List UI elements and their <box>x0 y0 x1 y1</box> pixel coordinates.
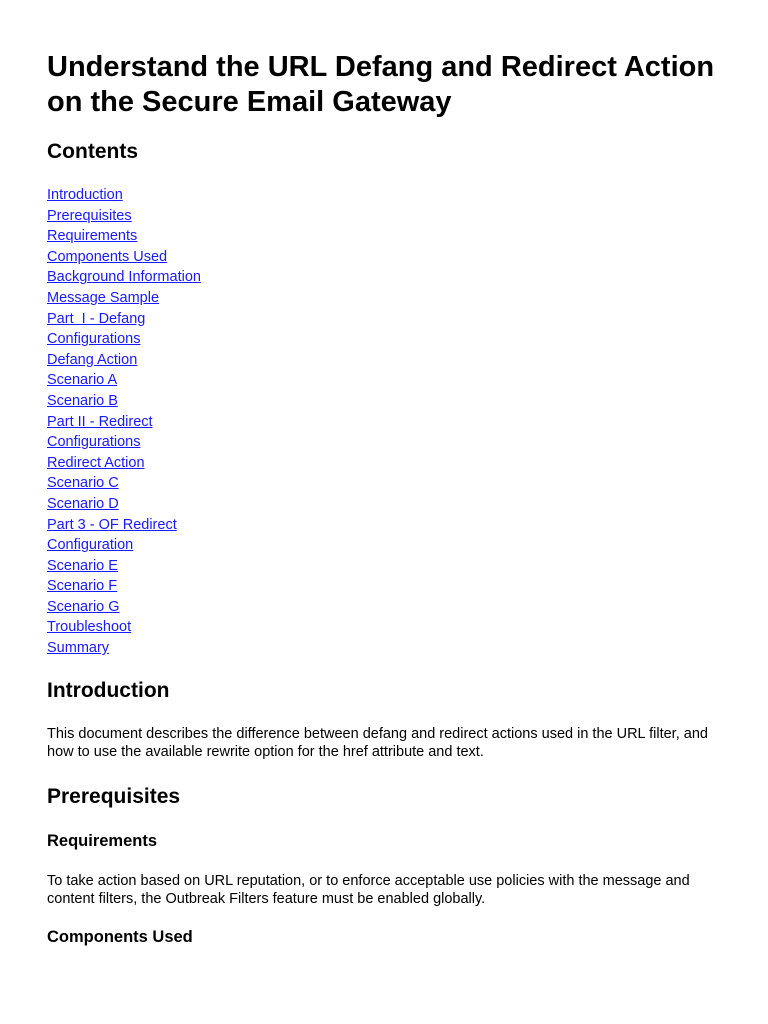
contents-heading: Contents <box>47 140 138 163</box>
page-title: Understand the URL Defang and Redirect Action on the Secure Email Gateway <box>47 51 715 118</box>
toc-link-scenario-b[interactable]: Scenario B <box>47 392 118 409</box>
toc-item <box>47 267 201 288</box>
toc-item <box>47 473 201 494</box>
toc-link-troubleshoot[interactable]: Troubleshoot <box>47 619 132 636</box>
toc-link-introduction[interactable]: Introduction <box>47 187 123 203</box>
toc-link-components-used[interactable]: Components Used <box>47 248 168 265</box>
toc-link-part-3-of-redirect[interactable]: Part 3 - OF Redirect <box>47 516 177 533</box>
toc-item <box>47 370 201 391</box>
table-of-contents <box>47 185 201 659</box>
toc-item <box>47 494 201 515</box>
toc-link-summary[interactable]: Summary <box>47 640 110 657</box>
toc-item <box>47 247 201 268</box>
toc-link-scenario-a[interactable]: Scenario A <box>47 372 118 389</box>
toc-item <box>47 535 201 556</box>
toc-item <box>47 576 201 597</box>
toc-item <box>47 556 201 577</box>
requirements-heading: Requirements <box>47 832 158 850</box>
introduction-heading: Introduction <box>47 679 170 702</box>
toc-link-background-information[interactable]: Background Information <box>47 269 201 286</box>
introduction-paragraph: This document describes the difference between defang and redirect actions used in the URL filter, and how to use the available rewrite option for the href attribute and text. <box>47 726 708 760</box>
toc-item <box>47 412 201 433</box>
toc-link-scenario-e[interactable]: Scenario E <box>47 557 118 574</box>
toc-item <box>47 288 201 309</box>
components-used-heading: Components Used <box>47 928 193 946</box>
toc-item <box>47 329 201 350</box>
toc-link-scenario-g[interactable]: Scenario G <box>47 598 120 615</box>
toc-link-scenario-f[interactable]: Scenario F <box>47 578 118 595</box>
toc-link-scenario-c[interactable]: Scenario C <box>47 475 119 492</box>
toc-link-prerequisites[interactable]: Prerequisites <box>47 207 132 224</box>
toc-link-message-sample[interactable]: Message Sample <box>47 289 160 306</box>
toc-link-redirect-action[interactable]: Redirect Action <box>47 454 145 471</box>
toc-item <box>47 515 201 536</box>
toc-item <box>47 391 201 412</box>
toc-link-configurations-2[interactable]: Configurations <box>47 434 141 451</box>
toc-link-part-2-redirect[interactable]: Part II - Redirect <box>47 413 153 430</box>
toc-item <box>47 309 201 330</box>
toc-item <box>47 638 201 659</box>
toc-link-configurations-1[interactable]: Configurations <box>47 331 141 348</box>
toc-item <box>47 226 201 247</box>
toc-item <box>47 617 201 638</box>
toc-item <box>47 185 201 206</box>
toc-link-part-1-defang[interactable]: Part I - Defang <box>47 310 146 327</box>
toc-item <box>47 453 201 474</box>
toc-link-configuration[interactable]: Configuration <box>47 537 134 554</box>
toc-item <box>47 206 201 227</box>
toc-link-defang-action[interactable]: Defang Action <box>47 351 138 368</box>
prerequisites-heading: Prerequisites <box>47 785 181 808</box>
toc-link-scenario-d[interactable]: Scenario D <box>47 495 119 512</box>
toc-item <box>47 350 201 371</box>
toc-item <box>47 432 201 453</box>
toc-item <box>47 597 201 618</box>
requirements-paragraph: To take action based on URL reputation, or to enforce acceptable use policies with the message and content filters, the Outbreak Filters feature must be enabled globally. <box>47 873 690 907</box>
toc-link-requirements[interactable]: Requirements <box>47 228 138 245</box>
